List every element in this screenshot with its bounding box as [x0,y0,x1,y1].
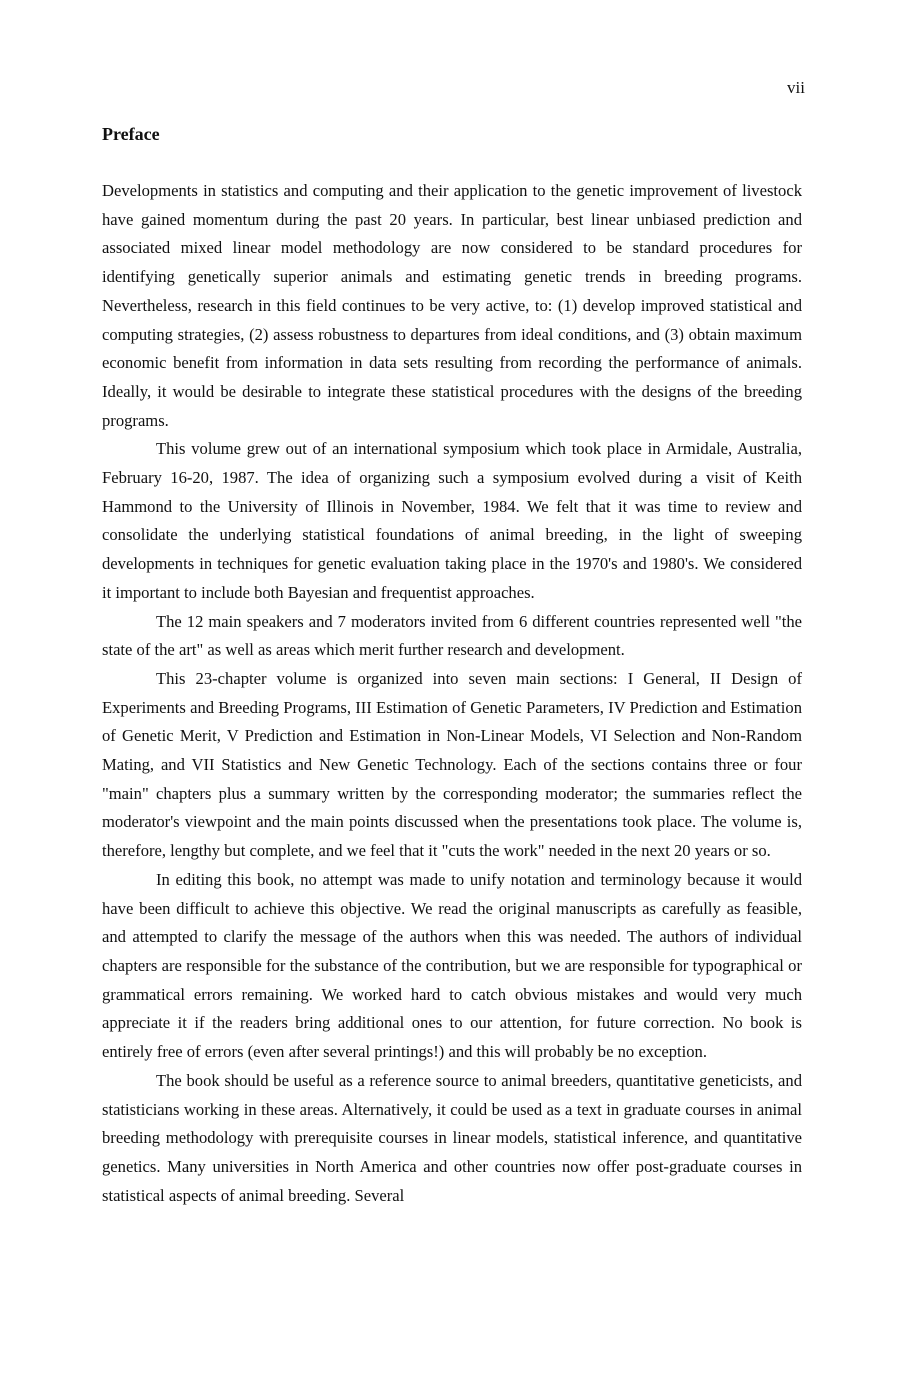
paragraph-6: The book should be useful as a reference source to animal breeders, quantitative geneticists, and statisticians working in these areas. Alternatively, it could be used as a text in graduate courses in animal breeding methodology with prerequisite courses in linear models, statistical inference, and quantitative genetics. Many universities in North America and other countries now offer post-graduate courses in statistical aspects of animal breeding. Several [102,1070,802,1205]
paragraph-5: In editing this book, no attempt was made to unify notation and terminology because it would have been difficult to achieve this objective. We read the original manuscripts as carefully as feasible, and attempted to clarify the message of the authors when this was needed. The authors of individual chapters are responsible for the substance of the contribution, but we are responsible for typographical or grammatical errors remaining. We worked hard to catch obvious mistakes and would very much appreciate it if the readers bring additional ones to our attention, for future correction. No book is entirely free of errors (even after several printings!) and this will probably be no exception. [102,869,802,1062]
paragraph-1: Developments in statistics and computing and their application to the genetic improvement of livestock have gained momentum during the past 20 years. In particular, best linear unbiased prediction and associated mixed linear model methodology are now considered to be standard procedures for identifying genetically superior animals and estimating genetic trends in breeding programs. Nevertheless, research in this field continues to be very active, to: (1) develop improved statistical and computing strategies, (2) assess robustness to departures from ideal conditions, and (3) obtain maximum economic benefit from information in data sets resulting from recording the performance of animals. Ideally, it would be desirable to integrate these statistical procedures with the designs of the breeding programs. [102,181,802,430]
section-heading: Preface [102,124,160,144]
paragraph-3: The 12 main speakers and 7 moderators invited from 6 different countries represented well "the state of the art" as well as areas which merit further research and development. [102,611,802,660]
paragraph-2: This volume grew out of an international symposium which took place in Armidale, Australia, February 16-20, 1987. The idea of organizing such a symposium evolved during a visit of Keith Hammond to the University of Illinois in November, 1984. We felt that it was time to review and consolidate the underlying statistical foundations of animal breeding, in the light of sweeping developments in techniques for genetic evaluation taking place in the 1970's and 1980's. We considered it important to include both Bayesian and frequentist approaches. [102,439,802,602]
paragraph-4: This 23-chapter volume is organized into seven main sections: I General, II Design of Experiments and Breeding Programs, III Estimation of Genetic Parameters, IV Prediction and Estimation of Genetic Merit, V Prediction and Estimation in Non-Linear Models, VI Selection and Non-Random Mating, and VII Statistics and New Genetic Technology. Each of the sections contains three or four "main" chapters plus a summary written by the corresponding moderator; the summaries reflect the moderator's viewpoint and the main points discussed when the presentations took place. The volume is, therefore, lengthy but complete, and we feel that it "cuts the work" needed in the next 20 years or so. [102,668,802,861]
page-number: vii [787,78,805,97]
preface-body [102,177,802,1210]
